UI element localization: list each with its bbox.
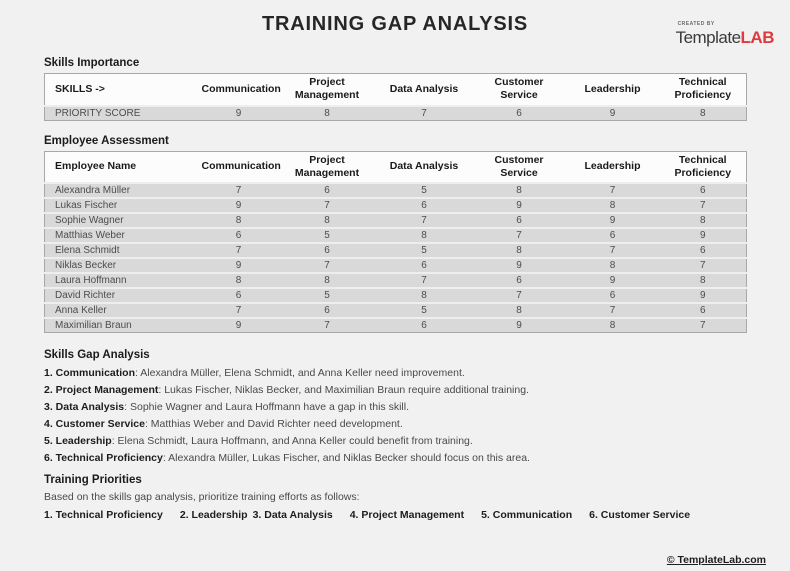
employee-score-cell: 9 <box>566 213 660 228</box>
employee-score-cell: 7 <box>566 243 660 258</box>
employee-score-cell: 7 <box>279 258 376 273</box>
employee-name-cell: Matthias Weber <box>45 228 199 243</box>
skills-gap-item-text: : Alexandra Müller, Elena Schmidt, and Anna Keller need improvement. <box>135 367 465 379</box>
employee-score-cell: 7 <box>279 198 376 213</box>
employee-score-cell: 8 <box>376 228 473 243</box>
priority-score-label: PRIORITY SCORE <box>45 106 199 121</box>
employee-name-cell: Maximilian Braun <box>45 318 199 333</box>
employee-score-cell: 7 <box>660 318 747 333</box>
employee-name-cell: Laura Hoffmann <box>45 273 199 288</box>
document-content <box>44 57 746 523</box>
employee-name-cell: Sophie Wagner <box>45 213 199 228</box>
employee-score-cell: 8 <box>473 243 566 258</box>
training-priority-item: 2. Leadership <box>179 509 248 521</box>
skills-column-header: Data Analysis <box>376 74 473 106</box>
employee-assessment-table <box>44 151 747 334</box>
employee-score-cell: 6 <box>473 213 566 228</box>
skills-column-header: Communication <box>199 74 279 106</box>
employee-score-cell: 6 <box>660 243 747 258</box>
skills-importance-header-row <box>45 74 747 106</box>
employee-name-cell: Niklas Becker <box>45 258 199 273</box>
employee-score-cell: 8 <box>660 213 747 228</box>
employee-score-cell: 7 <box>566 303 660 318</box>
training-priorities-intro: Based on the skills gap analysis, prioritize training efforts as follows: <box>44 491 360 503</box>
priority-score-cell: 9 <box>566 106 660 121</box>
employee-score-cell: 8 <box>566 258 660 273</box>
skills-gap-item-lead: 1. Communication <box>44 367 136 379</box>
employee-score-cell: 8 <box>199 273 279 288</box>
employee-score-cell: 5 <box>279 228 376 243</box>
skills-column-header: Project Management <box>279 74 376 106</box>
logo-name-lab: LAB <box>740 28 774 47</box>
employee-score-cell: 7 <box>660 198 747 213</box>
training-priority-item: 6. Customer Service <box>589 509 691 521</box>
employee-score-cell: 5 <box>376 303 473 318</box>
skills-gap-item <box>44 450 746 467</box>
employee-score-cell: 5 <box>279 288 376 303</box>
employee-score-cell: 8 <box>473 303 566 318</box>
page-title: TRAINING GAP ANALYSIS <box>261 13 529 35</box>
assessment-column-header: Leadership <box>566 151 660 183</box>
skills-column-header: Technical Proficiency <box>660 74 747 106</box>
skills-gap-item <box>44 399 746 416</box>
employee-row <box>45 198 747 213</box>
employee-score-cell: 8 <box>566 198 660 213</box>
footer-copyright: © TemplateLab.com <box>666 554 766 566</box>
training-priority-item: 5. Communication <box>481 509 573 521</box>
employee-row <box>45 213 747 228</box>
employee-score-cell: 6 <box>566 288 660 303</box>
employee-score-cell: 5 <box>376 183 473 198</box>
skills-importance-table <box>44 73 747 121</box>
skills-gap-list <box>44 365 746 467</box>
skills-gap-item-text: : Elena Schmidt, Laura Hoffmann, and Anna Keller could benefit from training. <box>111 435 473 447</box>
employee-row <box>45 183 747 198</box>
priority-score-cell: 7 <box>376 106 473 121</box>
skills-gap-item <box>44 416 746 433</box>
skills-gap-item-lead: 3. Data Analysis <box>44 401 125 413</box>
assessment-column-header: Data Analysis <box>376 151 473 183</box>
employee-assessment-header-row <box>45 151 747 183</box>
employee-name-cell: Lukas Fischer <box>45 198 199 213</box>
employee-row <box>45 258 747 273</box>
employee-score-cell: 7 <box>199 303 279 318</box>
employee-score-cell: 7 <box>199 183 279 198</box>
skills-gap-item <box>44 382 746 399</box>
employee-score-cell: 7 <box>473 288 566 303</box>
employee-row <box>45 273 747 288</box>
employee-score-cell: 7 <box>199 243 279 258</box>
employee-score-cell: 6 <box>279 303 376 318</box>
employee-row <box>45 303 747 318</box>
employee-score-cell: 6 <box>660 183 747 198</box>
assessment-column-header: Communication <box>199 151 279 183</box>
logo-name <box>676 28 774 48</box>
employee-score-cell: 6 <box>199 228 279 243</box>
employee-score-cell: 6 <box>473 273 566 288</box>
employee-score-cell: 6 <box>199 288 279 303</box>
employee-score-cell: 6 <box>376 258 473 273</box>
employee-score-cell: 6 <box>566 228 660 243</box>
priority-score-row <box>45 106 747 121</box>
skills-gap-item-text: : Alexandra Müller, Lukas Fischer, and Niklas Becker should focus on this area. <box>162 452 530 464</box>
priority-score-cell: 9 <box>199 106 279 121</box>
training-priorities-list <box>44 507 746 523</box>
priority-score-cell: 8 <box>279 106 376 121</box>
employee-score-cell: 6 <box>376 198 473 213</box>
employee-score-cell: 7 <box>566 183 660 198</box>
employee-score-cell: 8 <box>376 288 473 303</box>
employee-row <box>45 243 747 258</box>
employee-score-cell: 7 <box>473 228 566 243</box>
employee-score-cell: 7 <box>660 258 747 273</box>
skills-gap-item-text: : Sophie Wagner and Laura Hoffmann have a gap in this skill. <box>124 401 409 413</box>
employee-score-cell: 9 <box>199 198 279 213</box>
training-priority-item: 3. Data Analysis <box>252 509 333 521</box>
employee-row <box>45 228 747 243</box>
assessment-column-header: Customer Service <box>473 151 566 183</box>
skills-gap-item-text: : Matthias Weber and David Richter need development. <box>144 418 403 430</box>
training-priority-item: 4. Project Management <box>349 509 465 521</box>
priority-score-cell: 6 <box>473 106 566 121</box>
employee-score-cell: 9 <box>660 288 747 303</box>
skills-importance-heading: Skills Importance <box>44 57 140 69</box>
templatelab-logo <box>676 21 774 48</box>
skills-column-header: Leadership <box>566 74 660 106</box>
employee-score-cell: 9 <box>660 228 747 243</box>
skills-column-header: Customer Service <box>473 74 566 106</box>
employee-score-cell: 8 <box>279 213 376 228</box>
employee-row <box>45 288 747 303</box>
employee-score-cell: 9 <box>473 258 566 273</box>
employee-name-cell: Anna Keller <box>45 303 199 318</box>
employee-assessment-body <box>45 183 747 333</box>
employee-score-cell: 8 <box>566 318 660 333</box>
skills-gap-item-lead: 6. Technical Proficiency <box>44 452 163 464</box>
employee-score-cell: 7 <box>376 273 473 288</box>
skills-first-column-header: SKILLS -> <box>45 74 199 106</box>
employee-name-cell: Alexandra Müller <box>45 183 199 198</box>
employee-score-cell: 6 <box>279 243 376 258</box>
page <box>0 13 790 571</box>
skills-gap-heading: Skills Gap Analysis <box>44 349 150 361</box>
employee-score-cell: 9 <box>473 198 566 213</box>
employee-row <box>45 318 747 333</box>
employee-score-cell: 6 <box>376 318 473 333</box>
employee-score-cell: 6 <box>279 183 376 198</box>
logo-created-by-label: CREATED BY <box>677 21 715 27</box>
logo-name-template: Template <box>675 28 741 47</box>
employee-score-cell: 9 <box>566 273 660 288</box>
employee-name-cell: David Richter <box>45 288 199 303</box>
training-priority-item: 1. Technical Proficiency <box>44 509 163 521</box>
employee-score-cell: 8 <box>279 273 376 288</box>
assessment-column-header: Technical Proficiency <box>660 151 747 183</box>
employee-score-cell: 5 <box>376 243 473 258</box>
skills-gap-item-text: : Lukas Fischer, Niklas Becker, and Maximilian Braun require additional training. <box>158 384 529 396</box>
employee-score-cell: 9 <box>473 318 566 333</box>
skills-gap-item-lead: 2. Project Management <box>44 384 159 396</box>
skills-gap-item <box>44 365 746 382</box>
training-priorities-heading: Training Priorities <box>44 474 142 486</box>
employee-score-cell: 9 <box>199 318 279 333</box>
employee-score-cell: 8 <box>660 273 747 288</box>
skills-gap-item-lead: 4. Customer Service <box>44 418 145 430</box>
employee-name-cell: Elena Schmidt <box>45 243 199 258</box>
assessment-first-column-header: Employee Name <box>45 151 199 183</box>
assessment-column-header: Project Management <box>279 151 376 183</box>
skills-gap-item <box>44 433 746 450</box>
employee-assessment-heading: Employee Assessment <box>44 134 169 147</box>
employee-score-cell: 9 <box>199 258 279 273</box>
employee-score-cell: 7 <box>376 213 473 228</box>
employee-score-cell: 7 <box>279 318 376 333</box>
employee-score-cell: 8 <box>199 213 279 228</box>
employee-score-cell: 8 <box>473 183 566 198</box>
skills-gap-item-lead: 5. Leadership <box>44 435 112 447</box>
employee-score-cell: 6 <box>660 303 747 318</box>
priority-score-cell: 8 <box>660 106 747 121</box>
